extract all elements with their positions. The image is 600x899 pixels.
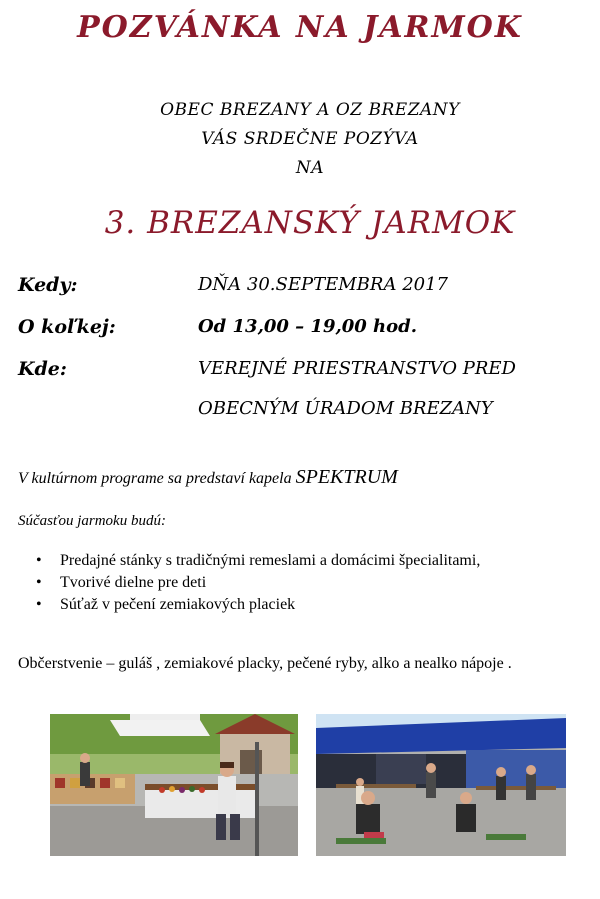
intro-line-organizers: OBEC BREZANY A OZ BREZANY [160, 100, 460, 120]
where-label: Kde: [18, 358, 67, 380]
festival-tent-photo [316, 714, 566, 856]
where-value-line-2: OBECNÝM ÚRADOM BREZANY [198, 398, 493, 419]
time-value: Od 13,00 – 19,00 hod. [198, 316, 418, 337]
program-text: V kultúrnom programe sa predstaví kapela [18, 470, 296, 487]
intro-line-to: NA [295, 158, 325, 178]
list-item: • Súťaž v pečení zemiakových placiek [36, 594, 480, 616]
intro-line-invite: VÁS SRDEČNE POZÝVA [201, 129, 419, 149]
when-label: Kedy: [18, 274, 78, 296]
participants-heading: Súčasťou jarmoku budú: [18, 513, 166, 529]
time-label: O koľkej: [18, 316, 116, 338]
attractions-list [36, 550, 480, 616]
where-value-line-1: VEREJNÉ PRIESTRANSTVO PRED [198, 358, 516, 379]
event-name: 3. BREZANSKÝ JARMOK [104, 205, 516, 241]
program-note [18, 466, 398, 489]
list-item: • Tvorivé dielne pre deti [36, 572, 480, 594]
poster-title: POZVÁNKA NA JARMOK [77, 10, 523, 45]
band-name: SPEKTRUM [295, 466, 398, 488]
market-stall-photo [50, 714, 298, 856]
list-item: • Predajné stánky s tradičnými remeslami a domácimi špecialitami, [36, 550, 480, 572]
when-value: DŇA 30.SEPTEMBRA 2017 [198, 274, 448, 295]
refreshments-note: Občerstvenie – guláš , zemiakové placky, pečené ryby, alko a nealko nápoje . [18, 655, 512, 672]
